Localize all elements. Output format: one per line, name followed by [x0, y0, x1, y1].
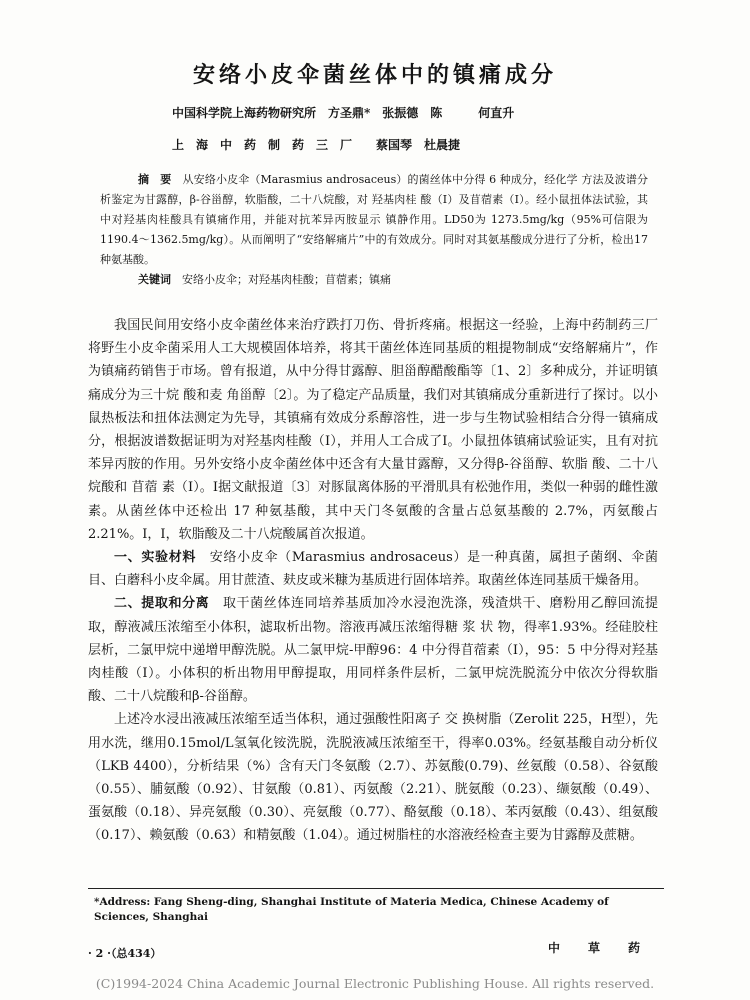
authors-line-2: 上 海 中 药 制 药 三 厂 蔡国琴 杜晨捷 — [172, 138, 461, 152]
abstract — [100, 170, 648, 290]
section-materials — [88, 546, 658, 592]
intro-paragraph: 我国民间用安络小皮伞菌丝体来治疗跌打刀伤、骨折疼痛。根据这一经验，上海中药制药三厂将野生小皮伞菌采用人工大规模固体培养，将其干菌丝体连同基质的粗提物制成“安络解痛片”，作为镇痛药销售于市场。曾有报道，从中分得甘露醇、胆甾醇醋酸酯等〔1、2〕多种成分，并证明镇痛成分为三十烷 酸和麦 角甾醇〔2〕。为了稳定产品质量，我们对其镇痛成分重新进行了探讨。以小鼠热板法和扭体法测定为先导，其镇痛有效成分系醇溶性，进一步与生物试验相结合分得一镇痛成分，根据波谱数据证明为对羟基肉桂酸（Ⅰ），并用人工合成了Ⅰ。小鼠扭体镇痛试验证实，且有对抗苯异丙胺的作用。另外安络小皮伞菌丝体中还含有大量甘露醇，又分得β-谷甾醇、软脂 酸、二十八烷酸和 苜蓿 素（Ⅰ）。Ⅰ据文献报道〔3〕对豚鼠离体肠的平滑肌具有松弛作用，类似一种弱的雌性激素。从菌丝体中还检出 17 种氨基酸，其中天门冬氨酸的含量占总氨基酸的 2.7%，丙氨酸占 2.21%。Ⅰ，Ⅰ，软脂酸及二十八烷酸属首次报道。 — [88, 318, 658, 542]
abstract-text: 从安络小皮伞（Marasmius androsaceus）的菌丝体中分得 6 种成分，经化学 方法及波谱分析鉴定为甘露醇，β-谷甾醇，软脂酸，二十八烷酸，对 羟基肉桂 酸（Ⅰ）及苜蓿素（Ⅰ）。经小鼠扭体法试验，其中对羟基肉桂酸具有镇痛作用，并能对抗苯异丙胺显示 镇静作用。LD50为 1273.5mg/kg（95%可信限为1190.4～1362.5mg/kg）。从而阐明了“安络解痛片”中的有效成分。同时对其氨基酸成分进行了分析，检出17种氨基酸。 — [100, 173, 648, 266]
paper-title: 安络小皮伞菌丝体中的镇痛成分 — [192, 63, 557, 88]
address-footnote: *Address: Fang Sheng-ding, Shanghai Institute of Materia Medica, Chinese Academy of Sciences, Shanghai — [88, 888, 664, 925]
section-materials-text: 安络小皮伞（Marasmius androsaceus）是一种真菌，属担子菌纲、伞菌目、白蘑科小皮伞属。用甘蔗渣、麸皮或米糠为基质进行固体培养。取菌丝体连同基质干燥备用。 — [88, 550, 658, 589]
body-text — [88, 314, 658, 848]
section-extraction-heading: 二、提取和分离 — [114, 596, 210, 612]
section-materials-heading: 一、实验材料 — [114, 550, 197, 566]
keywords-label: 关键词 — [138, 273, 171, 286]
keywords-paragraph — [100, 270, 648, 290]
abstract-paragraph — [100, 170, 648, 270]
journal-name: 中 草 药 — [548, 941, 649, 955]
section-extraction — [88, 592, 658, 708]
page-number: · 2 ·（总434） — [88, 947, 162, 960]
keywords-text: 安络小皮伞；对羟基肉桂酸；苜蓿素；镇痛 — [182, 273, 391, 286]
amino-acid-paragraph: 上述冷水浸出液减压浓缩至适当体积，通过强酸性阳离子 交 换树脂（Zerolit 225，H型），先用水洗，继用0.15mol/L氢氧化铵洗脱，洗脱液减压浓缩至干，得率0.03%。经氨基酸自动分析仪（LKB 4400），分析结果（%）含有天门冬氨酸（2.7）、苏氨酸(0.79)、丝氨酸（0.58）、谷氨酸（0.55）、脯氨酸（0.92）、甘氨酸（0.81）、丙氨酸（2.21）、胱氨酸（0.23）、缬氨酸（0.49）、蛋氨酸（0.18）、异亮氨酸（0.30）、亮氨酸（0.77）、酪氨酸（0.18）、苯丙氨酸（0.43）、组氨酸（0.17）、赖氨酸（0.63）和精氨酸（1.04）。通过树脂柱的水溶液经检查主要为甘露醇及蔗糖。 — [88, 712, 658, 844]
abstract-label: 摘 要 — [138, 173, 172, 186]
copyright-notice: (C)1994-2024 China Academic Journal Electronic Publishing House. All rights reserved. — [95, 976, 655, 991]
authors-line-1: 中国科学院上海药物研究所 方圣鼎* 张振德 陈 何直升 — [172, 106, 515, 120]
section-extraction-text: 取干菌丝体连同培养基质加冷水浸泡洗涤，残渣烘干、磨粉用乙醇回流提取，醇液减压浓缩至小体积，滤取析出物。溶液再减压浓缩得糖 浆 状 物，得率1.93%。经硅胶柱层析，二氯甲烷中递增甲醇洗脱。从二氯甲烷-甲醇96：4 中分得苜蓿素（Ⅰ），95：5 中分得对羟基肉桂酸（Ⅰ）。小体积的析出物用甲醇提取，用同样条件层析，二氯甲烷洗脱流分中依次分得软脂酸、二十八烷酸和β-谷甾醇。 — [88, 596, 658, 705]
